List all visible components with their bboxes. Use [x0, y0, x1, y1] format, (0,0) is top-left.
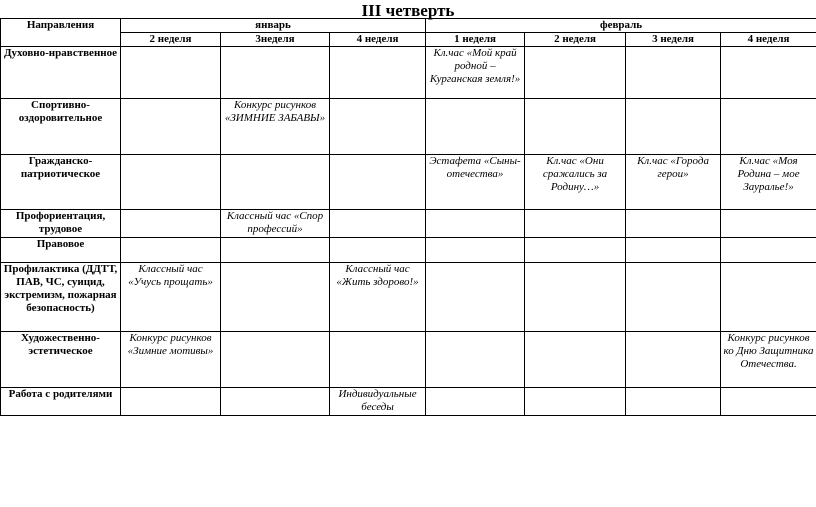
table-row — [1, 388, 816, 416]
event-cell: Эстафета «Сыны-отечества» — [426, 155, 525, 210]
event-cell — [721, 99, 816, 155]
header-row-months — [1, 19, 816, 33]
direction-label: Спортивно-оздоровительное — [1, 99, 121, 155]
event-cell — [426, 210, 525, 238]
event-cell — [525, 238, 626, 263]
table-row — [1, 332, 816, 388]
direction-label: Гражданско-патриотическое — [1, 155, 121, 210]
event-cell: Конкурс рисунков «ЗИМНИЕ ЗАБАВЫ» — [221, 99, 330, 155]
event-cell — [121, 388, 221, 416]
event-cell — [330, 99, 426, 155]
event-cell — [721, 47, 816, 99]
event-cell — [221, 263, 330, 332]
event-cell — [426, 263, 525, 332]
event-cell — [525, 210, 626, 238]
event-cell — [330, 210, 426, 238]
event-cell — [121, 99, 221, 155]
week-header: 2 неделя — [525, 33, 626, 47]
direction-label: Профориентация, трудовое — [1, 210, 121, 238]
week-header: 4 неделя — [721, 33, 816, 47]
event-cell — [626, 263, 721, 332]
direction-label: Профилактика (ДДТТ, ПАВ, ЧС, суицид, экстремизм, пожарная безопасность) — [1, 263, 121, 332]
event-cell — [626, 332, 721, 388]
event-cell — [626, 99, 721, 155]
week-header: 4 неделя — [330, 33, 426, 47]
event-cell: Индивидуальные беседы — [330, 388, 426, 416]
event-cell — [221, 388, 330, 416]
event-cell — [721, 388, 816, 416]
event-cell — [121, 47, 221, 99]
event-cell — [721, 238, 816, 263]
event-cell — [525, 332, 626, 388]
table-row — [1, 155, 816, 210]
event-cell — [426, 99, 525, 155]
event-cell — [221, 47, 330, 99]
event-cell: Кл.час «Мой край родной – Курганская земля!» — [426, 47, 525, 99]
event-cell — [221, 332, 330, 388]
event-cell — [626, 210, 721, 238]
direction-label: Правовое — [1, 238, 121, 263]
event-cell — [721, 263, 816, 332]
direction-column-header: Направления — [1, 19, 121, 47]
week-header: 2 неделя — [121, 33, 221, 47]
activity-plan-table — [0, 18, 816, 416]
event-cell: Классный час «Жить здорово!» — [330, 263, 426, 332]
direction-label: Работа с родителями — [1, 388, 121, 416]
direction-label: Духовно-нравственное — [1, 47, 121, 99]
direction-label: Художественно-эстетическое — [1, 332, 121, 388]
page-title: III четверть — [361, 1, 455, 20]
event-cell — [330, 155, 426, 210]
week-header: 1 неделя — [426, 33, 525, 47]
event-cell: Конкурс рисунков «Зимние мотивы» — [121, 332, 221, 388]
table-row — [1, 238, 816, 263]
event-cell — [121, 155, 221, 210]
event-cell: Кл.час «Они сражались за Родину…» — [525, 155, 626, 210]
event-cell — [626, 47, 721, 99]
table-row — [1, 263, 816, 332]
event-cell: Кл.час «Города герои» — [626, 155, 721, 210]
event-cell — [426, 332, 525, 388]
event-cell — [221, 238, 330, 263]
event-cell — [221, 155, 330, 210]
event-cell — [626, 238, 721, 263]
event-cell — [525, 99, 626, 155]
event-cell — [121, 210, 221, 238]
table-row — [1, 47, 816, 99]
month-header-january: январь — [121, 19, 426, 33]
event-cell: Классный час «Учусь прощать» — [121, 263, 221, 332]
week-header: 3неделя — [221, 33, 330, 47]
event-cell: Конкурс рисунков ко Дню Защитника Отечества. — [721, 332, 816, 388]
table-row — [1, 99, 816, 155]
event-cell — [330, 47, 426, 99]
event-cell — [525, 263, 626, 332]
month-header-february: февраль — [426, 19, 816, 33]
event-cell — [525, 47, 626, 99]
event-cell — [626, 388, 721, 416]
event-cell: Классный час «Спор профессий» — [221, 210, 330, 238]
table-row — [1, 210, 816, 238]
header-row-weeks — [1, 33, 816, 47]
event-cell — [525, 388, 626, 416]
event-cell — [721, 210, 816, 238]
event-cell — [426, 238, 525, 263]
event-cell — [330, 238, 426, 263]
event-cell: Кл.час «Моя Родина – мое Зауралье!» — [721, 155, 816, 210]
event-cell — [426, 388, 525, 416]
event-cell — [121, 238, 221, 263]
week-header: 3 неделя — [626, 33, 721, 47]
event-cell — [330, 332, 426, 388]
